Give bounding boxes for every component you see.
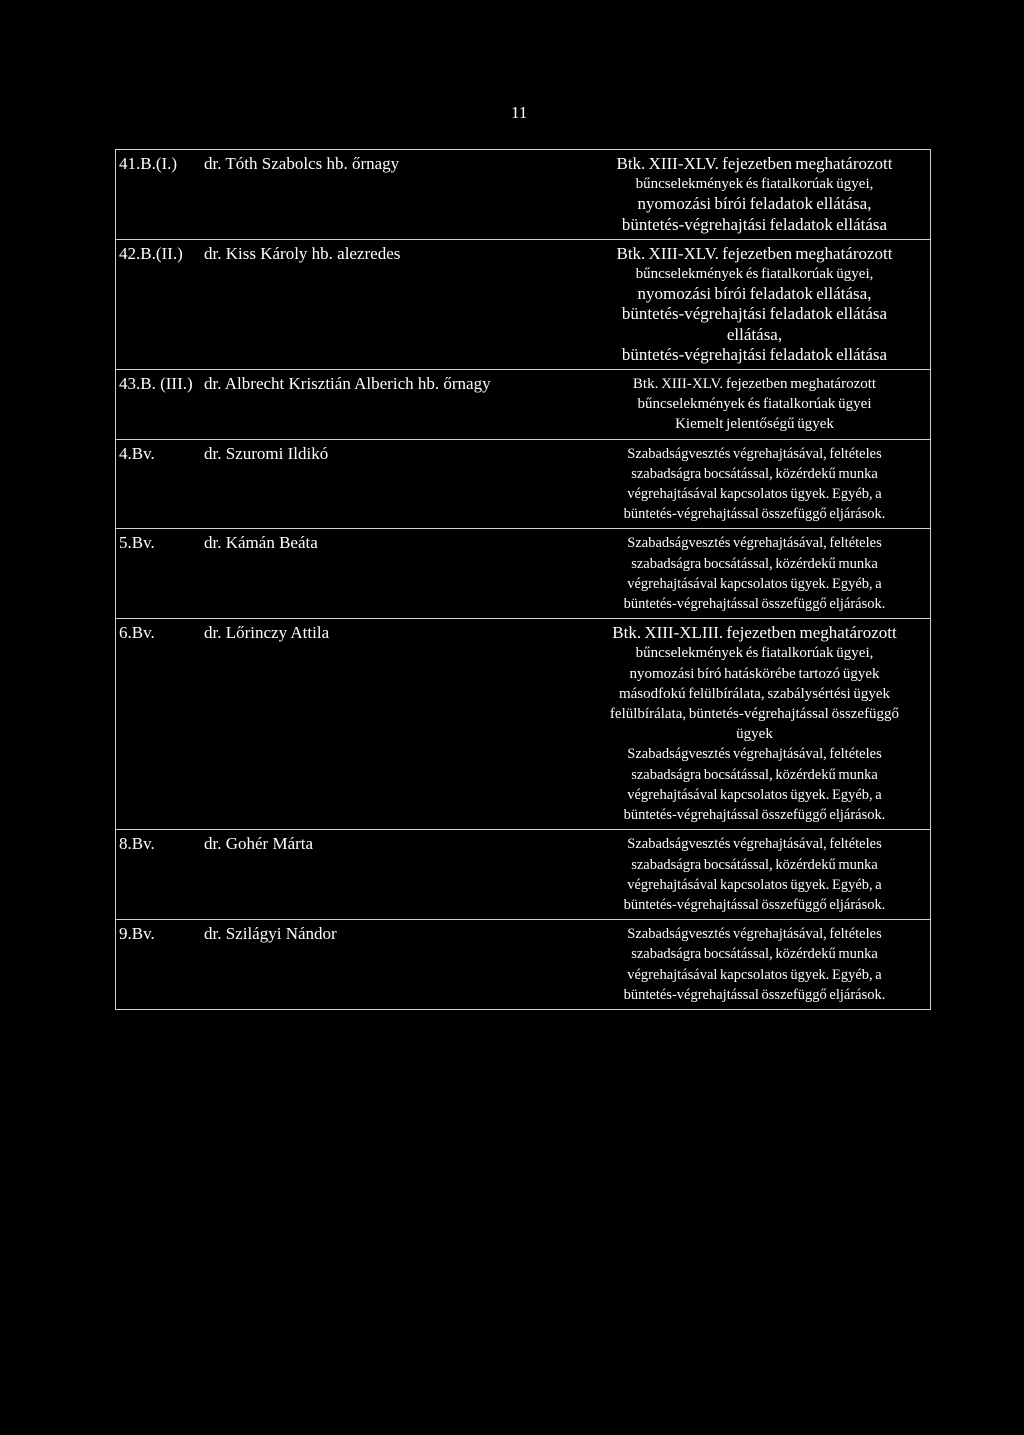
table-row — [116, 239, 931, 369]
case-allocation-table — [115, 149, 931, 1010]
duty-line: végrehajtásával kapcsolatos ügyek. Egyéb, a — [627, 575, 882, 592]
judge-name-cell — [201, 439, 578, 529]
duty-line: Btk. XIII-XLV. fejezetben meghatározott — [616, 243, 893, 263]
duty-line: szabadságra bocsátással, közérdekű munka — [631, 555, 878, 572]
case-code-cell: 6.Bv. — [116, 619, 202, 830]
table-row — [116, 150, 931, 240]
duty-line: nyomozási bírói feladatok ellátása, — [637, 194, 872, 214]
duty-line: Szabadságvesztés végrehajtásával, feltételes — [627, 926, 882, 943]
duty-line: büntetés-végrehajtási feladatok ellátása — [621, 344, 888, 364]
duty-line: végrehajtásával kapcsolatos ügyek. Egyéb, a — [627, 876, 882, 893]
judge-name-cell — [201, 529, 578, 619]
duty-line: bűncselekmények és fiatalkorúak ügyei — [637, 396, 872, 413]
judge-name-cell — [201, 239, 578, 369]
judge-name: dr. Lőrinczy Attila — [204, 623, 330, 643]
duty-line: bűncselekmények és fiatalkorúak ügyei, — [635, 266, 874, 283]
table-row — [116, 619, 931, 830]
case-code-cell: 43.B. (III.) — [116, 370, 202, 440]
duties-cell — [578, 830, 931, 920]
duty-line: Szabadságvesztés végrehajtásával, feltételes — [627, 445, 882, 462]
duty-line: szabadságra bocsátással, közérdekű munka — [631, 465, 878, 482]
duty-line: másodfokú felülbírálata, szabálysértési ügyek — [618, 685, 891, 702]
duty-line: bűncselekmények és fiatalkorúak ügyei, — [635, 176, 874, 193]
table-row — [116, 920, 931, 1010]
duties-cell — [578, 920, 931, 1010]
judge-name: dr. Kiss Károly hb. alezredes — [204, 243, 401, 263]
case-code-cell: 5.Bv. — [116, 529, 202, 619]
duty-line: szabadságra bocsátással, közérdekű munka — [631, 856, 878, 873]
duty-line: nyomozási bírói feladatok ellátása, — [637, 284, 872, 304]
duty-line: Szabadságvesztés végrehajtásával, feltételes — [627, 836, 882, 853]
judge-name: dr. Albrecht Krisztián Alberich hb. őrnagy — [204, 374, 491, 394]
duties-cell — [578, 370, 931, 440]
duty-line: felülbírálata, büntetés-végrehajtással összefüggő — [609, 706, 900, 723]
duty-line: szabadságra bocsátással, közérdekű munka — [631, 766, 878, 783]
judge-name: dr. Gohér Márta — [204, 834, 314, 854]
judge-name-cell — [201, 150, 578, 240]
duty-line: Btk. XIII-XLV. fejezetben meghatározott — [616, 154, 893, 173]
table-row — [116, 370, 931, 440]
duty-line: büntetés-végrehajtási feladatok ellátása — [621, 304, 888, 324]
duty-line: nyomozási bíró hatáskörébe tartozó ügyek — [629, 665, 880, 682]
judge-name: dr. Tóth Szabolcs hb. őrnagy — [204, 154, 400, 173]
duty-line: büntetés-végrehajtással összefüggő eljárások. — [623, 807, 886, 824]
duty-line: ellátása, — [726, 324, 783, 344]
judge-name: dr. Kámán Beáta — [204, 533, 318, 553]
duties-cell — [578, 529, 931, 619]
judge-name-cell — [201, 830, 578, 920]
case-code-cell: 4.Bv. — [116, 439, 202, 529]
table-row — [116, 439, 931, 529]
duty-line: bűncselekmények és fiatalkorúak ügyei, — [635, 645, 874, 662]
case-code-cell: 9.Bv. — [116, 920, 202, 1010]
case-code-cell: 41.B.(I.) — [119, 154, 178, 173]
duty-line: Kiemelt jelentőségű ügyek — [675, 416, 834, 433]
duty-line: büntetés-végrehajtással összefüggő eljárások. — [623, 596, 886, 613]
duty-line: Btk. XIII-XLV. fejezetben meghatározott — [632, 376, 877, 393]
duty-line: büntetés-végrehajtással összefüggő eljárások. — [623, 896, 886, 913]
table-row — [116, 529, 931, 619]
duties-cell — [578, 150, 931, 240]
judge-name-cell — [201, 370, 578, 440]
duties-cell — [578, 439, 931, 529]
duty-line: Szabadságvesztés végrehajtásával, feltételes — [627, 535, 882, 552]
duties-cell — [578, 619, 931, 830]
page-number: 11 — [511, 103, 528, 122]
duty-line: szabadságra bocsátással, közérdekű munka — [631, 946, 878, 963]
case-code-cell: 42.B.(II.) — [116, 239, 202, 369]
duty-line: büntetés-végrehajtással összefüggő eljárások. — [623, 986, 886, 1003]
table-row — [116, 830, 931, 920]
case-code-cell: 8.Bv. — [116, 830, 202, 920]
duties-cell — [578, 239, 931, 369]
duty-line: Szabadságvesztés végrehajtásával, feltételes — [627, 746, 882, 763]
duty-line: büntetés-végrehajtási feladatok ellátása — [621, 214, 888, 234]
duty-line: Btk. XIII-XLIII. fejezetben meghatározott — [612, 623, 897, 643]
duty-line: végrehajtásával kapcsolatos ügyek. Egyéb, a — [627, 486, 882, 503]
duty-line: büntetés-végrehajtással összefüggő eljárások. — [623, 506, 886, 523]
duty-line: végrehajtásával kapcsolatos ügyek. Egyéb, a — [627, 966, 882, 983]
judge-name-cell — [201, 619, 578, 830]
judge-name: dr. Szuromi Ildikó — [204, 443, 329, 463]
duty-line: végrehajtásával kapcsolatos ügyek. Egyéb, a — [627, 786, 882, 803]
judge-name-cell — [201, 920, 578, 1010]
judge-name: dr. Szilágyi Nándor — [204, 924, 337, 944]
duty-line: ügyek — [736, 726, 773, 743]
